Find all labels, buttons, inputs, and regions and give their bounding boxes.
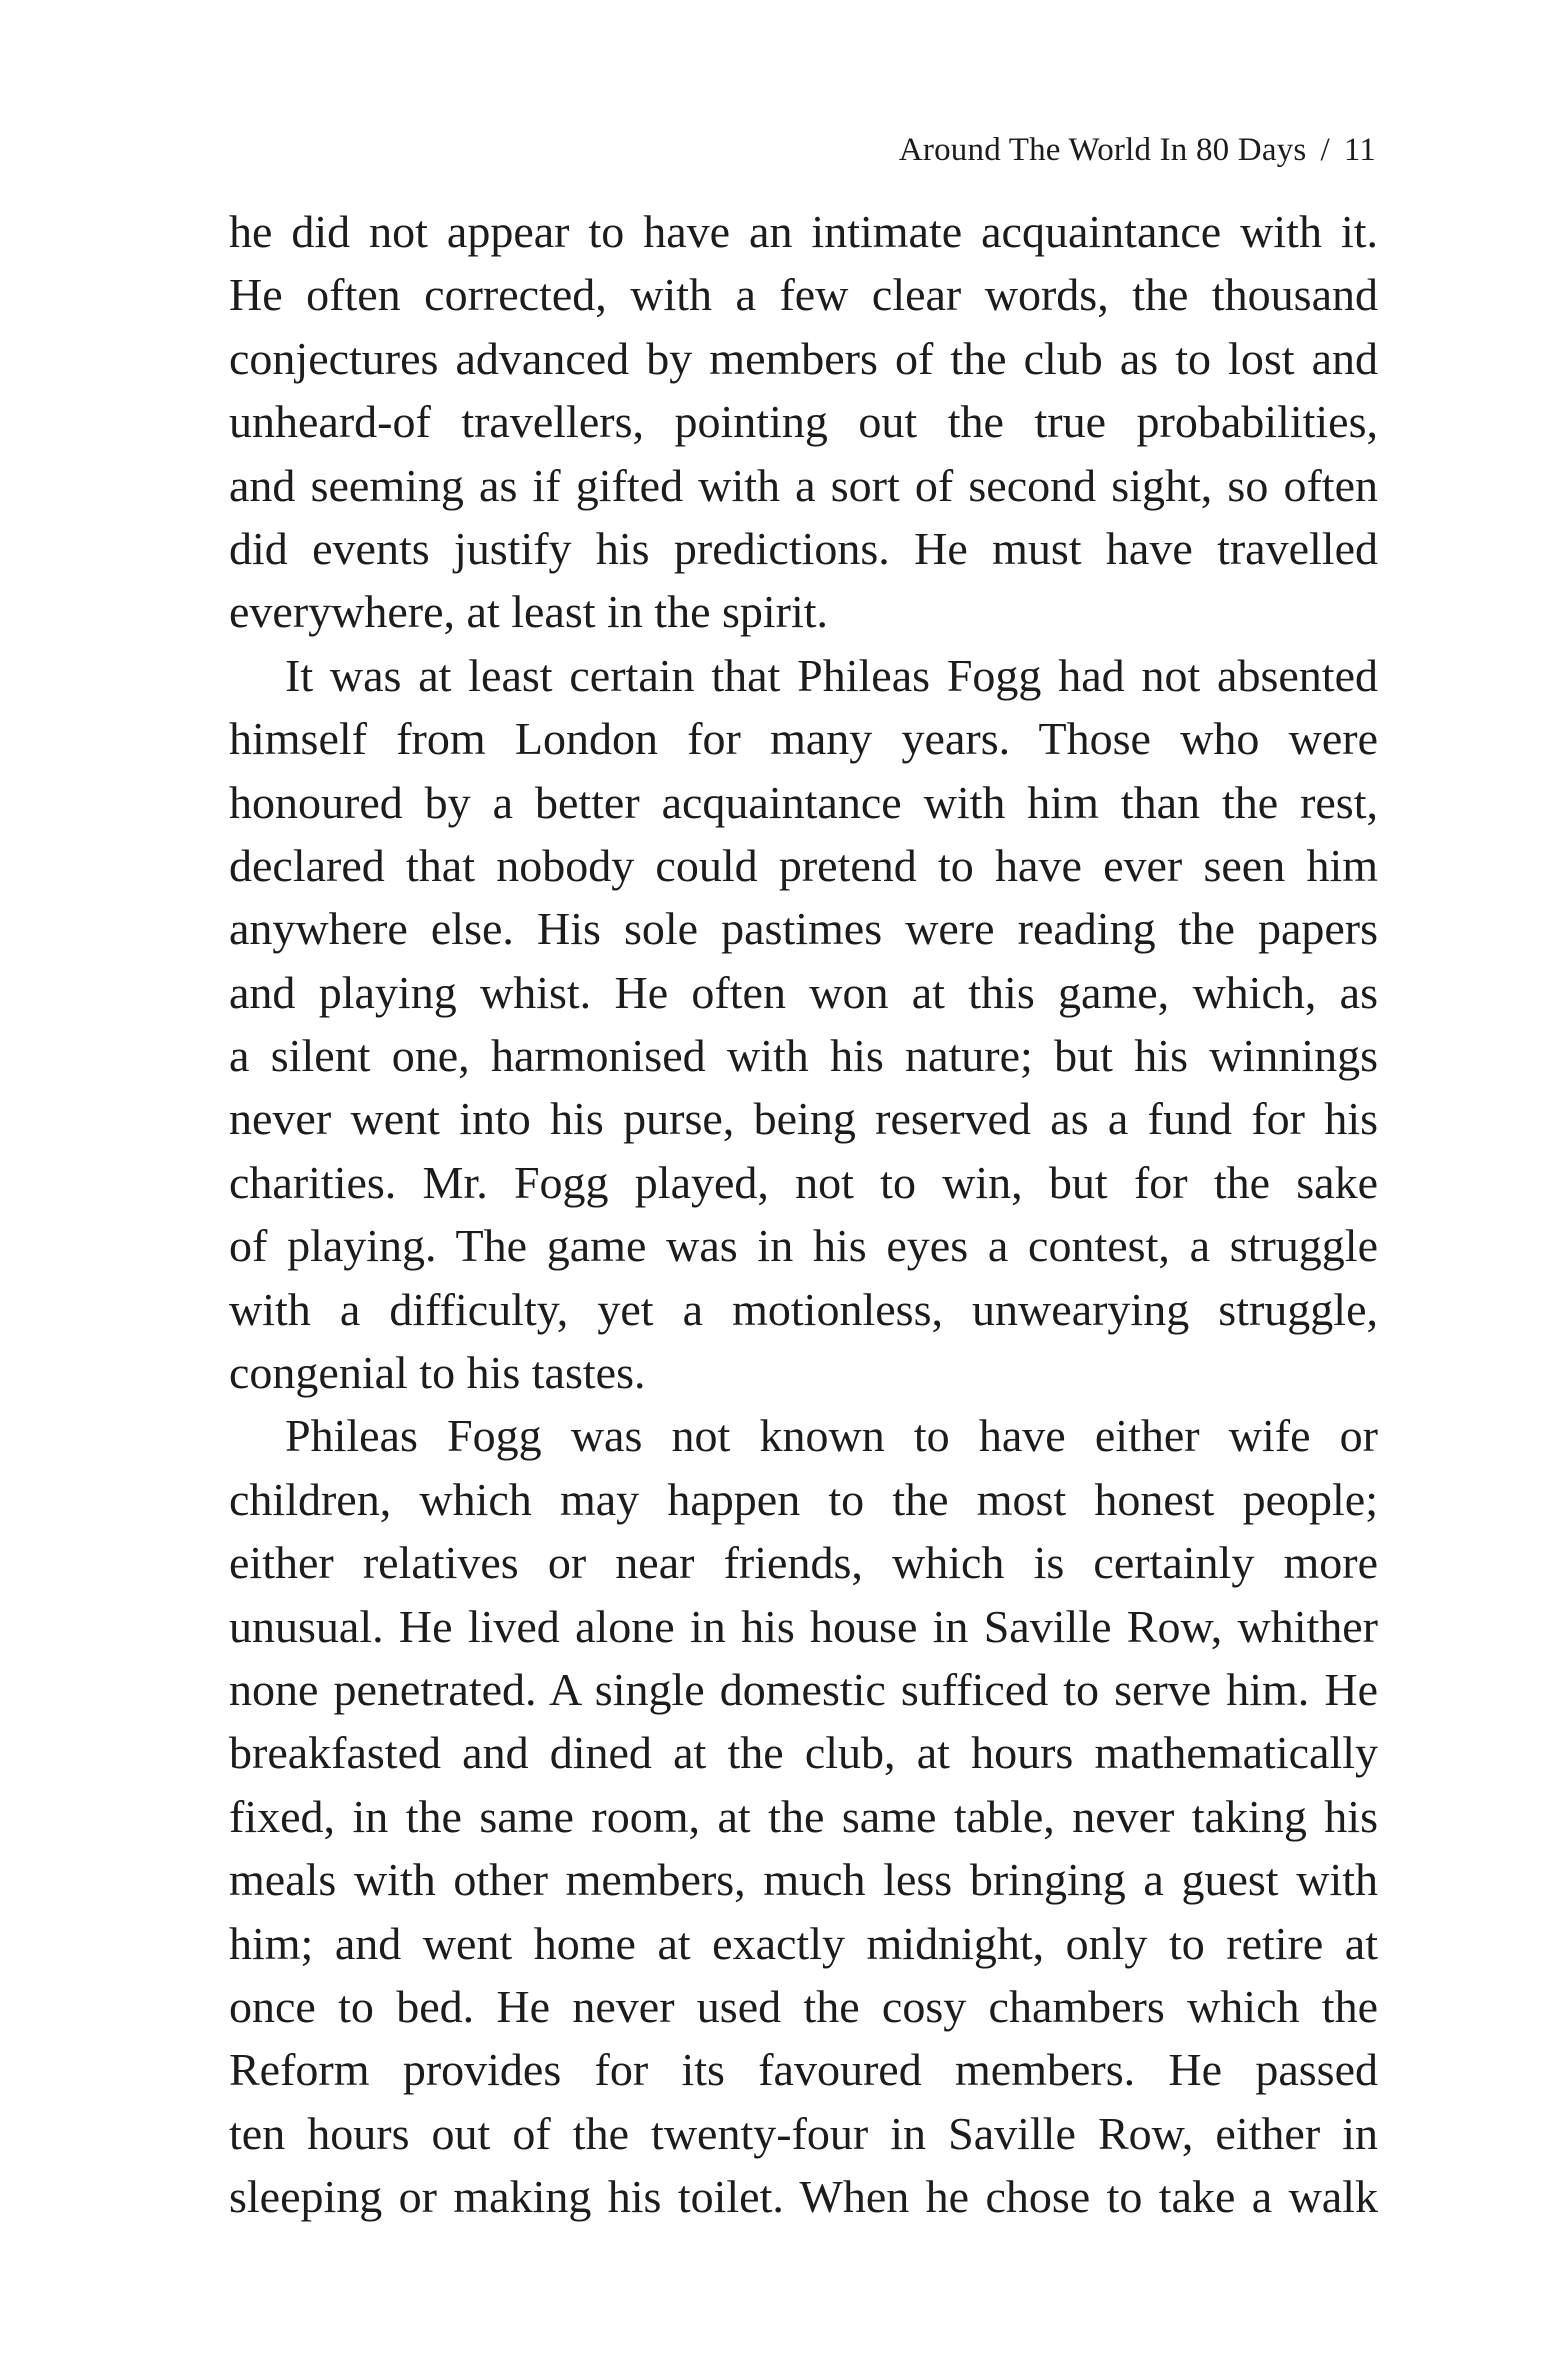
text-line: sleeping or making his toilet. When he chose to take a walk (229, 2171, 1378, 2223)
text-line: anywhere else. His sole pastimes were reading the papers (229, 903, 1378, 955)
text-line: Reform provides for its favoured members. He passed (229, 2044, 1378, 2096)
body-text (229, 200, 1378, 2229)
text-line: He often corrected, with a few clear words, the thousand (229, 269, 1378, 321)
text-line: children, which may happen to the most honest people; (229, 1473, 1378, 1525)
text-line: once to bed. He never used the cosy chambers which the (229, 1980, 1378, 2032)
text-line: meals with other members, much less bringing a guest with (229, 1854, 1378, 1906)
paragraph-1 (229, 200, 1378, 644)
paragraph-2 (229, 644, 1378, 1405)
text-line: conjectures advanced by members of the club as to lost and (229, 332, 1378, 384)
text-line: breakfasted and dined at the club, at hours mathematically (229, 1727, 1378, 1779)
text-line: none penetrated. A single domestic sufficed to serve him. He (229, 1663, 1378, 1715)
text-line: It was at least certain that Phileas Fogg had not absented (285, 649, 1378, 701)
text-line: fixed, in the same room, at the same table, never taking his (229, 1790, 1378, 1842)
text-line: congenial to his tastes. (229, 1347, 646, 1399)
book-title: Around The World In 80 Days (898, 132, 1307, 168)
text-line: with a difficulty, yet a motionless, unwearying struggle, (229, 1283, 1378, 1335)
running-head (899, 128, 1376, 172)
text-line: ten hours out of the twenty-four in Saville Row, either in (229, 2107, 1378, 2159)
text-line: honoured by a better acquaintance with him than the rest, (229, 776, 1378, 828)
text-line: himself from London for many years. Those who were (229, 713, 1378, 765)
text-line: unusual. He lived alone in his house in Saville Row, whither (229, 1600, 1378, 1652)
text-line: and playing whist. He often won at this game, which, as (229, 966, 1378, 1018)
text-line: charities. Mr. Fogg played, not to win, but for the sake (229, 1156, 1378, 1208)
page-number: 11 (1343, 132, 1376, 168)
text-line: Phileas Fogg was not known to have either wife or (285, 1410, 1378, 1462)
text-line: unheard-of travellers, pointing out the true probabilities, (229, 396, 1378, 448)
header-separator: / (1320, 132, 1330, 168)
text-line: did events justify his predictions. He must have travelled (229, 522, 1378, 574)
text-line: he did not appear to have an intimate acquaintance with it. (229, 206, 1378, 257)
text-line: everywhere, at least in the spirit. (229, 586, 829, 638)
text-line: either relatives or near friends, which is certainly more (229, 1537, 1378, 1589)
paragraph-3 (229, 1404, 1378, 2228)
text-line: him; and went home at exactly midnight, only to retire at (229, 1917, 1378, 1969)
text-line: declared that nobody could pretend to have ever seen him (229, 839, 1378, 891)
text-line: a silent one, harmonised with his nature; but his winnings (229, 1030, 1378, 1082)
text-line: of playing. The game was in his eyes a contest, a struggle (229, 1220, 1378, 1272)
text-line: never went into his purse, being reserved as a fund for his (229, 1093, 1378, 1145)
text-line: and seeming as if gifted with a sort of second sight, so often (229, 459, 1378, 511)
